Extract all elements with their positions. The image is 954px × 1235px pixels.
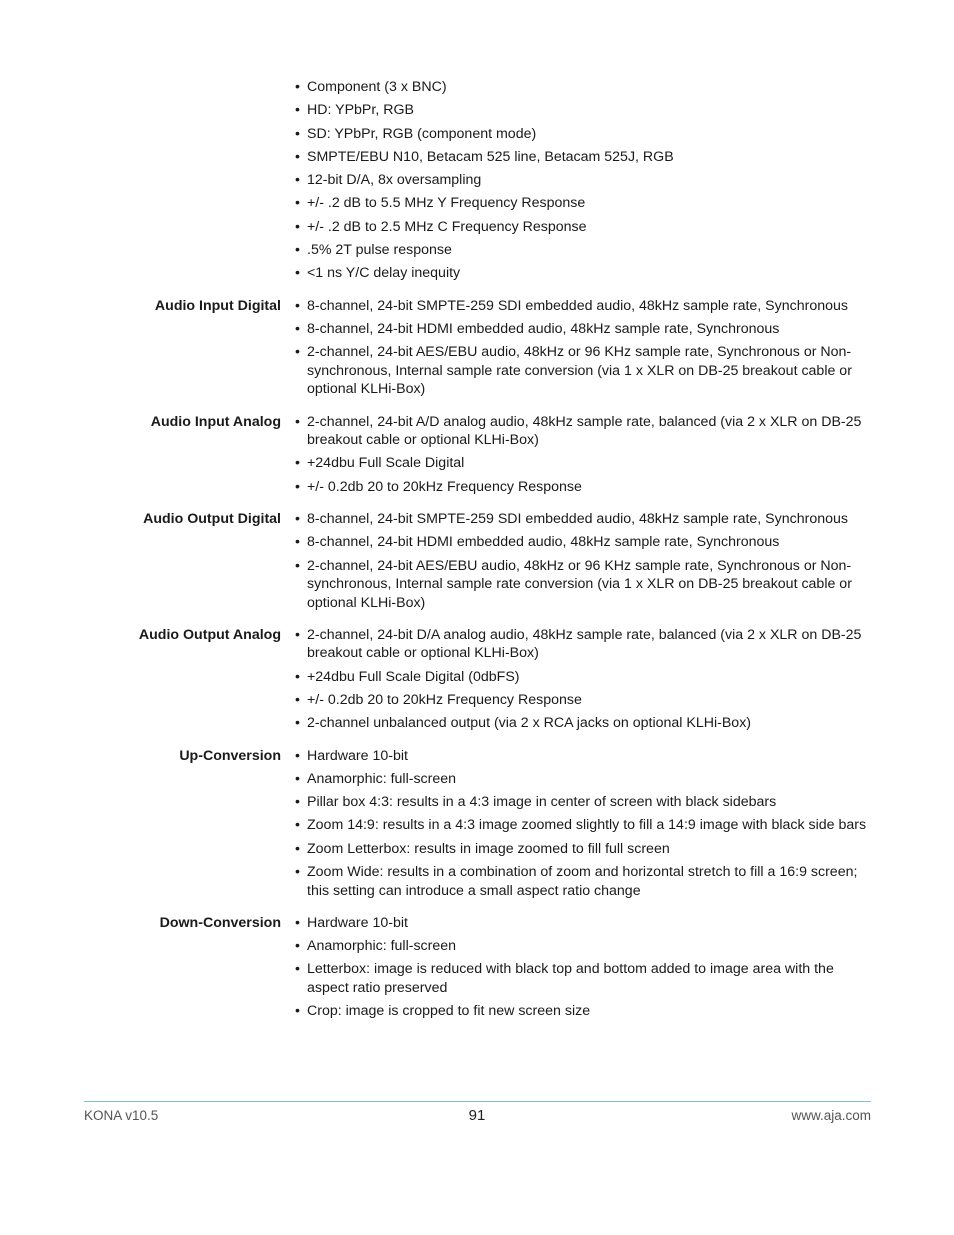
spec-item	[295, 194, 874, 213]
spec-group	[84, 510, 874, 617]
spec-label: Audio Input Analog	[150, 413, 281, 430]
spec-item	[295, 714, 874, 733]
spec-list	[295, 510, 874, 617]
spec-item-text: 12-bit D/A, 8x oversampling	[307, 172, 482, 189]
spec-item	[295, 770, 874, 789]
footer-website: www.aja.com	[791, 1108, 871, 1123]
spec-item	[295, 454, 874, 473]
footer-product-version: KONA v10.5	[84, 1108, 159, 1123]
spec-item-text: +/- .2 dB to 2.5 MHz C Frequency Response	[307, 218, 587, 235]
bullet-icon: •	[295, 510, 300, 527]
spec-item	[295, 863, 874, 900]
bullet-icon: •	[295, 817, 300, 834]
spec-item-text: 8-channel, 24-bit HDMI embedded audio, 48kHz sample rate, Synchronous	[307, 534, 780, 551]
spec-item	[295, 125, 874, 144]
spec-item	[295, 241, 874, 260]
bullet-icon: •	[295, 840, 300, 857]
spec-item-text: Zoom Wide: results in a combination of zoom and horizontal stretch to fill a 16:9 screen; this setting can introduce a small aspect ratio change	[307, 864, 858, 899]
spec-item-text: 8-channel, 24-bit SMPTE-259 SDI embedded audio, 48kHz sample rate, Synchronous	[307, 510, 848, 527]
bullet-icon: •	[295, 794, 300, 811]
spec-item-text: +/- .2 dB to 5.5 MHz Y Frequency Response	[307, 195, 586, 212]
bullet-icon: •	[295, 455, 300, 472]
bullet-icon: •	[295, 864, 300, 881]
spec-item-text: Letterbox: image is reduced with black top and bottom added to image area with the aspect ratio preserved	[307, 961, 834, 996]
spec-item-text: Anamorphic: full-screen	[307, 938, 457, 955]
spec-item-text: +24dbu Full Scale Digital	[307, 455, 465, 472]
bullet-icon: •	[295, 344, 300, 361]
bullet-icon: •	[295, 478, 300, 495]
spec-item-text: HD: YPbPr, RGB	[307, 102, 414, 119]
spec-item	[295, 840, 874, 859]
spec-item-text: 8-channel, 24-bit HDMI embedded audio, 48kHz sample rate, Synchronous	[307, 320, 780, 337]
spec-group	[84, 413, 874, 501]
bullet-icon: •	[295, 320, 300, 337]
spec-item-text: 8-channel, 24-bit SMPTE-259 SDI embedded audio, 48kHz sample rate, Synchronous	[307, 297, 848, 314]
spec-item-text: SD: YPbPr, RGB (component mode)	[307, 125, 537, 142]
spec-group	[84, 626, 874, 738]
spec-item-text: Component (3 x BNC)	[307, 79, 447, 95]
bullet-icon: •	[295, 691, 300, 708]
spec-item-text: 2-channel, 24-bit A/D analog audio, 48kHz sample rate, balanced (via 2 x XLR on DB-25 breakout cable or optional KLHi-Box)	[307, 413, 862, 449]
bullet-icon: •	[295, 265, 300, 282]
bullet-icon: •	[295, 125, 300, 142]
spec-item	[295, 413, 874, 450]
bullet-icon: •	[295, 297, 300, 314]
spec-group	[84, 747, 874, 905]
spec-item-text: Zoom Letterbox: results in image zoomed to fill full screen	[307, 840, 670, 857]
bullet-icon: •	[295, 534, 300, 551]
spec-list	[295, 297, 874, 404]
spec-list	[295, 914, 874, 1026]
bullet-icon: •	[295, 218, 300, 235]
spec-item	[295, 78, 874, 97]
spec-item	[295, 914, 874, 933]
spec-item	[295, 533, 874, 552]
spec-item	[295, 171, 874, 190]
spec-list	[295, 78, 874, 288]
spec-item-text: Crop: image is cropped to fit new screen size	[307, 1003, 591, 1020]
spec-item-text: +24dbu Full Scale Digital (0dbFS)	[307, 668, 520, 685]
spec-group	[84, 78, 874, 288]
spec-group	[84, 297, 874, 404]
bullet-icon: •	[295, 172, 300, 189]
spec-item-text: +/- 0.2db 20 to 20kHz Frequency Response	[307, 691, 582, 708]
spec-item	[295, 747, 874, 766]
spec-item	[295, 218, 874, 237]
bullet-icon: •	[295, 626, 300, 643]
spec-item	[295, 557, 874, 613]
spec-item-text: .5% 2T pulse response	[307, 242, 452, 259]
spec-item-text: Anamorphic: full-screen	[307, 770, 457, 787]
bullet-icon: •	[295, 914, 300, 931]
bullet-icon: •	[295, 242, 300, 259]
spec-label: Audio Input Digital	[154, 297, 281, 314]
spec-item	[295, 816, 874, 835]
bullet-icon: •	[295, 747, 300, 764]
footer-rule	[84, 1101, 871, 1102]
spec-item	[295, 148, 874, 167]
spec-item-text: Hardware 10-bit	[307, 914, 408, 931]
bullet-icon: •	[295, 79, 300, 95]
spec-item	[295, 1002, 874, 1021]
spec-item-text: SMPTE/EBU N10, Betacam 525 line, Betacam 525J, RGB	[307, 148, 674, 165]
spec-item-text: <1 ns Y/C delay inequity	[307, 265, 461, 282]
bullet-icon: •	[295, 938, 300, 955]
spec-group	[84, 914, 874, 1026]
spec-item	[295, 937, 874, 956]
bullet-icon: •	[295, 961, 300, 978]
spec-item	[295, 793, 874, 812]
spec-item-text: +/- 0.2db 20 to 20kHz Frequency Response	[307, 478, 582, 495]
spec-table	[84, 78, 874, 1035]
spec-item	[295, 668, 874, 687]
spec-item	[295, 264, 874, 283]
bullet-icon: •	[295, 413, 300, 430]
spec-item	[295, 320, 874, 339]
bullet-icon: •	[295, 148, 300, 165]
spec-item	[295, 510, 874, 529]
spec-list	[295, 413, 874, 501]
spec-item-text: 2-channel, 24-bit AES/EBU audio, 48kHz or 96 KHz sample rate, Synchronous or Non-synchronous, Internal sample rate conversion (via 1 x XLR on DB-25 breakout cable or optional KLHi-Box)	[307, 344, 852, 398]
spec-item	[295, 626, 874, 663]
spec-item-text: Pillar box 4:3: results in a 4:3 image in center of screen with black sidebars	[307, 794, 777, 811]
spec-list	[295, 626, 874, 738]
spec-item	[295, 297, 874, 316]
spec-item-text: Zoom 14:9: results in a 4:3 image zoomed slightly to fill a 14:9 image with black side bars	[307, 817, 867, 834]
spec-item	[295, 478, 874, 497]
spec-item	[295, 343, 874, 399]
spec-item	[295, 960, 874, 997]
spec-item	[295, 691, 874, 710]
spec-item	[295, 101, 874, 120]
bullet-icon: •	[295, 668, 300, 685]
bullet-icon: •	[295, 1003, 300, 1020]
spec-list	[295, 747, 874, 905]
spec-label: Down-Conversion	[159, 914, 281, 931]
spec-label: Audio Output Analog	[138, 626, 281, 643]
spec-item-text: 2-channel, 24-bit D/A analog audio, 48kHz sample rate, balanced (via 2 x XLR on DB-25 breakout cable or optional KLHi-Box)	[307, 626, 862, 662]
spec-item-text: Hardware 10-bit	[307, 747, 408, 764]
bullet-icon: •	[295, 102, 300, 119]
bullet-icon: •	[295, 770, 300, 787]
spec-item-text: 2-channel, 24-bit AES/EBU audio, 48kHz or 96 KHz sample rate, Synchronous or Non-synchronous, Internal sample rate conversion (via 1 x XLR on DB-25 breakout cable or optional KLHi-Box)	[307, 557, 852, 611]
bullet-icon: •	[295, 715, 300, 732]
footer-page-number: 91	[468, 1107, 486, 1124]
bullet-icon: •	[295, 557, 300, 574]
spec-item-text: 2-channel unbalanced output (via 2 x RCA jacks on optional KLHi-Box)	[307, 715, 752, 732]
bullet-icon: •	[295, 195, 300, 212]
spec-label: Audio Output Digital	[143, 510, 281, 527]
spec-label: Up-Conversion	[179, 747, 281, 764]
